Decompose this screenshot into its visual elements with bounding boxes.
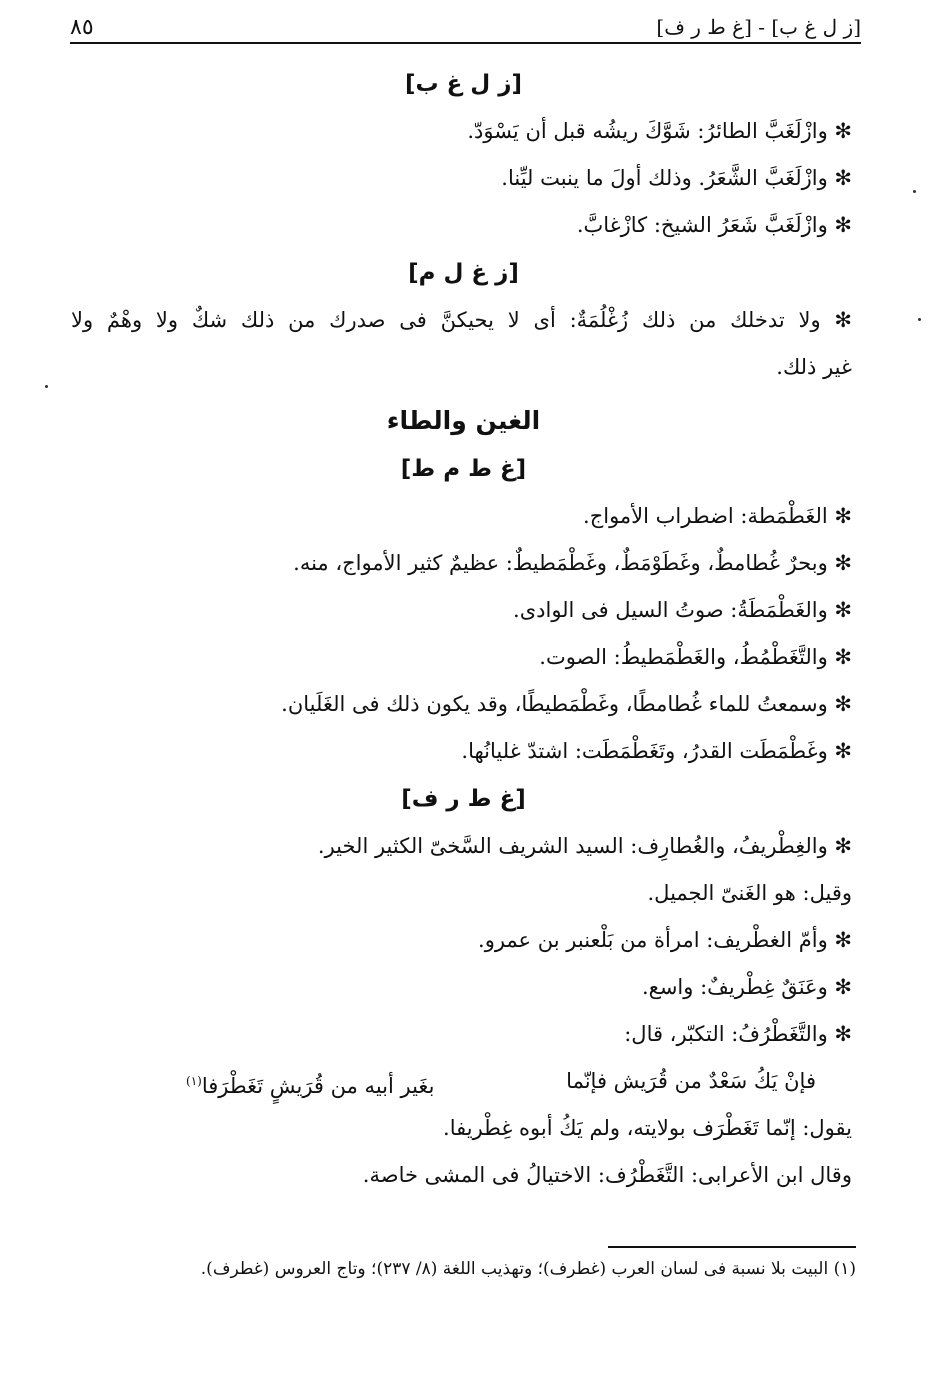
footnote-divider <box>608 1246 856 1248</box>
footnote-reference: (١) <box>186 1074 202 1088</box>
scan-speck <box>918 318 921 321</box>
entry-line: يقول: إنّما تَغَطْرَف بولايته، ولم يَكُ أبوه غِطْريفا. <box>443 1116 852 1140</box>
entry-line: وقيل: هو الغَنىّ الجميل. <box>647 881 852 905</box>
entry-line: وقال ابن الأعرابى: التَّغَطْرُف: الاختيالُ فى المشى خاصة. <box>362 1163 852 1187</box>
poetry-verse <box>71 1058 856 1105</box>
entry-line: ✻ وازْلَغَبَّ شَعَرُ الشيخ: كازْغابَّ. <box>576 213 852 237</box>
verse-second-hemistich <box>186 1058 434 1105</box>
entry-heading: [ز غ ل م] <box>408 260 519 286</box>
entry-heading: [غ ط م ط] <box>400 456 527 482</box>
entry-line: ✻ وغَطْمَطَت القدرُ، وتَغَطْمَطَت: اشتدّ غليانُها. <box>461 739 852 763</box>
entry-line: ✻ وسمعتُ للماء غُطامطًا، وغَطْمَطيطًا، وقد يكون ذلك فى الغَلَيان. <box>281 692 852 716</box>
entry-line: ✻ الغَطْمَطة: اضطراب الأمواج. <box>583 504 852 528</box>
entry-line: ✻ وبحرٌ غُطامطٌ، وغَطَوْمَطٌ، وغَطْمَطيطٌ: عظيمٌ كثير الأمواج، منه. <box>293 551 852 575</box>
entry-heading: [غ ط ر ف] <box>401 786 526 812</box>
entry-line: ✻ وازْلَغَبَّ الطائرُ: شَوَّكَ ريشُه قبل أن يَسْوَدّ. <box>467 119 852 143</box>
entry-line: ✻ وأمّ الغطْريف: امرأة من بَلْعنبر بن عمرو. <box>478 928 852 952</box>
entry-line: ✻ والتَّغَطْرُفُ: التكبّر، قال: <box>624 1022 852 1046</box>
page-body <box>71 60 856 1199</box>
scan-speck <box>45 385 48 388</box>
scan-speck <box>913 190 916 193</box>
entry-line: ✻ والغِطْريفُ، والغُطارِف: السيد الشريف السَّخىّ الكثير الخير. <box>317 834 852 858</box>
verse-second-text: بغَير أبيه من قُرَيشٍ تَغَطْرَفا <box>201 1074 435 1098</box>
entry-line: ✻ والغَطْمَطَةُ: صوتُ السيل فى الوادى. <box>513 598 852 622</box>
running-title: [ز ل غ ب] - [غ ط ر ف] <box>656 15 861 39</box>
entry-line: ✻ ولا تدخلك من ذلك زُغْلُمَةٌ: أى لا يحيكنَّ فى صدرك من ذلك شكٌ ولا وهْمٌ ولا <box>71 308 852 332</box>
entry-heading: [ز ل غ ب] <box>404 71 523 97</box>
page-number: ٨٥ <box>70 14 94 40</box>
running-header <box>70 12 861 44</box>
entry-line: ✻ وازْلَغَبَّ الشَّعَرُ. وذلك أولَ ما ينبت ليِّنا. <box>501 166 852 190</box>
entry-line: ✻ والتَّغَطْمُطُ، والغَطْمَطيطُ: الصوت. <box>539 645 852 669</box>
entry-line: ✻ وعَنَقٌ غِطْريفٌ: واسع. <box>641 975 852 999</box>
footnote: (١) البيت بلا نسبة فى لسان العرب (غطرف)؛ وتهذيب اللغة (٨/ ٢٣٧)؛ وتاج العروس (غطرف). <box>200 1259 856 1279</box>
chapter-title: الغين والطاء <box>386 406 541 435</box>
entry-line: غير ذلك. <box>776 355 852 379</box>
verse-first-hemistich: فإنْ يَكُ سَعْدٌ من قُرَيش فإنّما <box>566 1069 816 1093</box>
